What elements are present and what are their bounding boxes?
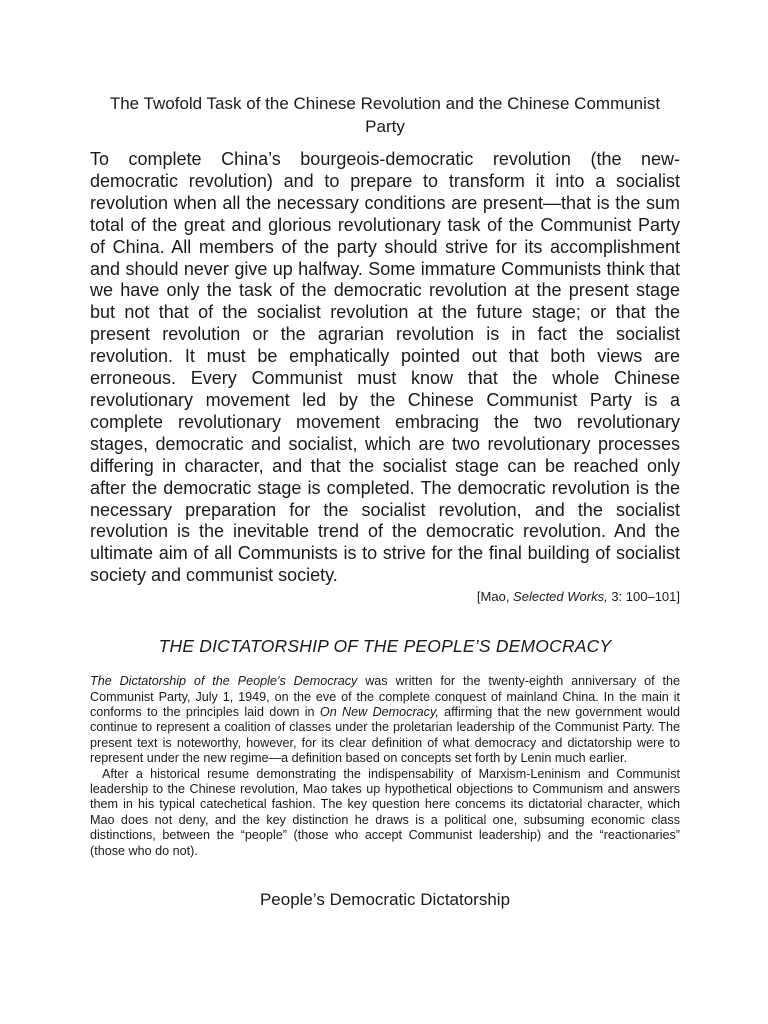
chapter-title: THE DICTATORSHIP OF THE PEOPLE’S DEMOCRACY [158,636,612,657]
subsection-title: People’s Democratic Dictatorship [259,890,511,909]
section-body: To complete China’s bourgeois-democratic revolution (the new-democratic revolution) and to prepare to transform it into a socialist revolution when all the necessary conditions are present—that is the sum total of the great and glorious revolutionary task of the Communist Party of China. All members of the party should strive for its accomplishment and should never give up halfway. Some immature Communists think that we have only the task of the democratic revolution at the present stage but not that of the socialist revolution at the future stage; or that the present revolution or the agrarian revolution is in fact the socialist revolution. It must be emphatically pointed out that both views are erroneous. Every Communist must know that the whole Chinese revolutionary movement led by the Chinese Communist Party is a complete revolutionary movement embracing the two revolutionary stages, democratic and socialist, which are two revolutionary processes differing in character, and that the socialist stage can be reached only after the democratic stage is completed. The democratic revolution is the necessary preparation for the socialist revolution, and the socialist revolution is the inevitable trend of the democratic revolution. And the ultimate aim of all Communists is to strive for the final building of socialist society and communist society. [90,149,680,586]
citation [90,589,680,605]
document-page [90,92,680,911]
intro-paragraph-1 [90,674,680,766]
intro-work-title: The Dictatorship of the People’s Democracy [90,674,358,689]
intro-text-part-2: affirming that the new government would continue to represent a coalition of classes under the proletarian leadership of the Communist Party. The present text is noteworthy, however, for its clear definition of what democracy and dictatorship were to represent under the new regime—a definition based on concepts set forth by Lenin much earlier. [90,704,680,766]
intro-text-part-1: was written for the twenty-eighth anniversary of the Communist Party, July 1, 1949, on the eve of the complete conquest of mainland China. In the main it conforms to the principles laid down in [90,674,680,719]
citation-prefix: [Mao, [476,589,514,605]
intro-paragraph-2: After a historical resume demonstrating the indispensability of Marxism-Leninism and Communist leadership to the Chinese revolution, Mao takes up hypothetical objections to Communism and answers them in his typical catechetical fashion. The key question here concems its dictatorial character, which Mao does not deny, and the key distinction he draws is a political one, subsuming economic class distinctions, between the “people” (those who accept Communist leadership) and the “reactionaries” (those who do not). [90,766,680,858]
citation-work: Selected Works, [513,589,608,605]
citation-suffix: 3: 100–101] [607,589,680,605]
section-title: The Twofold Task of the Chinese Revolution and the Chinese Communist Party [109,94,661,136]
intro-work-title-2: On New Democracy, [319,704,439,719]
